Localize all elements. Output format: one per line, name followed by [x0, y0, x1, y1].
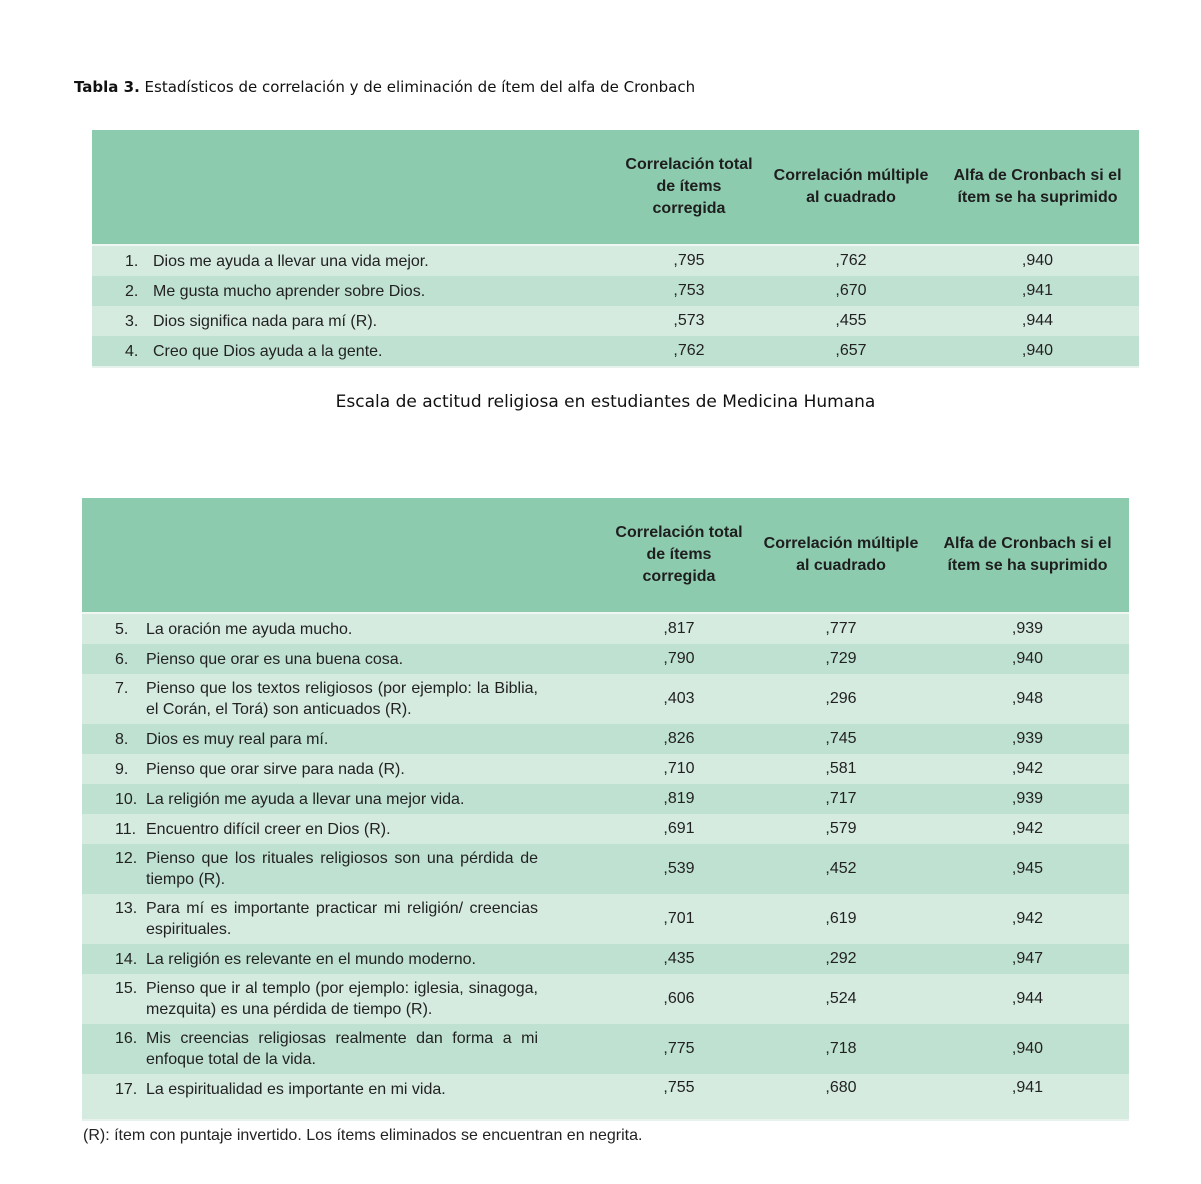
item-statistics-table-2 [82, 498, 1129, 1121]
item-cell [92, 336, 612, 367]
corrected-item-total-correlation: ,755 [602, 1074, 756, 1120]
running-title: Escala de actitud religiosa en estudiantes de Medicina Humana [335, 392, 876, 412]
item-cell [82, 754, 602, 784]
squared-multiple-correlation: ,455 [766, 306, 936, 336]
item-number: 4. [125, 342, 139, 360]
alpha-if-deleted: ,941 [936, 276, 1139, 306]
table-footnote: (R): ítem con puntaje invertido. Los ítems eliminados se encuentran en negrita. [83, 1127, 643, 1144]
table-row [82, 944, 1129, 974]
item-number: 14. [115, 950, 138, 968]
item-text: La religión me ayuda a llevar una mejor vida. [146, 790, 465, 808]
item-number: 13. [115, 900, 138, 917]
header-corrected-item-total-correlation: Correlación total de ítems corregida [612, 130, 766, 245]
item-text: La oración me ayuda mucho. [146, 620, 353, 638]
item-cell [82, 974, 602, 1024]
alpha-if-deleted: ,941 [926, 1074, 1129, 1120]
item-cell [92, 245, 612, 276]
table-row [82, 644, 1129, 674]
corrected-item-total-correlation: ,753 [612, 276, 766, 306]
item-number: 12. [115, 850, 138, 867]
alpha-if-deleted: ,948 [926, 674, 1129, 724]
corrected-item-total-correlation: ,710 [602, 754, 756, 784]
alpha-if-deleted: ,940 [936, 245, 1139, 276]
item-text: Pienso que los rituales religiosos son una pérdida de tiempo (R). [146, 850, 538, 888]
item-text: Dios significa nada para mí (R). [153, 312, 378, 330]
alpha-if-deleted: ,942 [926, 754, 1129, 784]
table-row [82, 894, 1129, 944]
corrected-item-total-correlation: ,691 [602, 814, 756, 844]
header-alpha-if-deleted: Alfa de Cronbach si el ítem se ha suprimido [936, 130, 1139, 245]
corrected-item-total-correlation: ,762 [612, 336, 766, 367]
squared-multiple-correlation: ,452 [756, 844, 926, 894]
alpha-if-deleted: ,939 [926, 613, 1129, 644]
item-cell [82, 674, 602, 724]
caption-text: Estadísticos de correlación y de eliminación de ítem del alfa de Cronbach [139, 78, 696, 96]
caption-label: Tabla 3. [74, 78, 140, 96]
item-cell [82, 724, 602, 754]
squared-multiple-correlation: ,717 [756, 784, 926, 814]
item-number: 11. [115, 820, 137, 838]
alpha-if-deleted: ,945 [926, 844, 1129, 894]
item-number: 10. [115, 790, 138, 808]
header-item [92, 130, 612, 245]
item-cell [82, 784, 602, 814]
table-row [92, 245, 1139, 276]
table-row [82, 974, 1129, 1024]
table-row [92, 336, 1139, 367]
item-cell [82, 613, 602, 644]
item-number: 1. [125, 252, 139, 270]
item-cell [82, 844, 602, 894]
corrected-item-total-correlation: ,435 [602, 944, 756, 974]
squared-multiple-correlation: ,680 [756, 1074, 926, 1120]
item-number: 5. [115, 620, 129, 638]
item-text: Me gusta mucho aprender sobre Dios. [153, 282, 426, 300]
header-corrected-item-total-correlation: Correlación total de ítems corregida [602, 498, 756, 613]
table-row [82, 1024, 1129, 1074]
squared-multiple-correlation: ,777 [756, 613, 926, 644]
corrected-item-total-correlation: ,790 [602, 644, 756, 674]
alpha-if-deleted: ,942 [926, 814, 1129, 844]
item-cell [82, 1024, 602, 1074]
item-number: 17. [115, 1081, 138, 1098]
item-cell [82, 644, 602, 674]
header-squared-multiple-correlation: Correlación múltiple al cuadrado [756, 498, 926, 613]
corrected-item-total-correlation: ,539 [602, 844, 756, 894]
item-cell [82, 1074, 602, 1120]
table-row [82, 784, 1129, 814]
item-number: 2. [125, 282, 139, 300]
alpha-if-deleted: ,940 [936, 336, 1139, 367]
table-row [82, 1074, 1129, 1120]
item-number: 7. [115, 680, 129, 697]
squared-multiple-correlation: ,296 [756, 674, 926, 724]
item-text: Pienso que ir al templo (por ejemplo: iglesia, sinagoga, mezquita) es una pérdida de tiempo (R). [146, 980, 538, 1018]
item-statistics-table-1 [92, 130, 1139, 368]
squared-multiple-correlation: ,581 [756, 754, 926, 784]
table-caption [74, 78, 695, 96]
alpha-if-deleted: ,939 [926, 784, 1129, 814]
item-text: La religión es relevante en el mundo moderno. [146, 950, 476, 968]
header-item [82, 498, 602, 613]
squared-multiple-correlation: ,729 [756, 644, 926, 674]
item-text: Encuentro difícil creer en Dios (R). [146, 820, 391, 838]
item-number: 8. [115, 730, 129, 748]
corrected-item-total-correlation: ,775 [602, 1024, 756, 1074]
alpha-if-deleted: ,944 [926, 974, 1129, 1024]
alpha-if-deleted: ,947 [926, 944, 1129, 974]
alpha-if-deleted: ,940 [926, 644, 1129, 674]
item-number: 16. [115, 1030, 138, 1047]
squared-multiple-correlation: ,579 [756, 814, 926, 844]
item-cell [82, 944, 602, 974]
table-row [82, 814, 1129, 844]
item-cell [82, 814, 602, 844]
squared-multiple-correlation: ,762 [766, 245, 936, 276]
alpha-if-deleted: ,939 [926, 724, 1129, 754]
alpha-if-deleted: ,942 [926, 894, 1129, 944]
item-text: Pienso que orar es una buena cosa. [146, 650, 404, 668]
squared-multiple-correlation: ,524 [756, 974, 926, 1024]
item-cell [92, 276, 612, 306]
squared-multiple-correlation: ,619 [756, 894, 926, 944]
corrected-item-total-correlation: ,819 [602, 784, 756, 814]
squared-multiple-correlation: ,657 [766, 336, 936, 367]
table-row [82, 724, 1129, 754]
squared-multiple-correlation: ,718 [756, 1024, 926, 1074]
item-text: La espiritualidad es importante en mi vida. [146, 1081, 446, 1098]
table-row [82, 674, 1129, 724]
table-row [92, 276, 1139, 306]
table-row [82, 613, 1129, 644]
item-number: 3. [125, 312, 139, 330]
squared-multiple-correlation: ,745 [756, 724, 926, 754]
header-squared-multiple-correlation: Correlación múltiple al cuadrado [766, 130, 936, 245]
corrected-item-total-correlation: ,606 [602, 974, 756, 1024]
item-text: Creo que Dios ayuda a la gente. [153, 342, 383, 360]
table-row [92, 306, 1139, 336]
item-text: Dios es muy real para mí. [146, 730, 329, 748]
corrected-item-total-correlation: ,795 [612, 245, 766, 276]
item-number: 15. [115, 980, 138, 997]
alpha-if-deleted: ,940 [926, 1024, 1129, 1074]
table-row [82, 844, 1129, 894]
corrected-item-total-correlation: ,826 [602, 724, 756, 754]
corrected-item-total-correlation: ,573 [612, 306, 766, 336]
table-header-row [82, 498, 1129, 613]
corrected-item-total-correlation: ,403 [602, 674, 756, 724]
header-alpha-if-deleted: Alfa de Cronbach si el ítem se ha suprimido [926, 498, 1129, 613]
table-header-row [92, 130, 1139, 245]
item-cell [92, 306, 612, 336]
item-text: Para mí es importante practicar mi religión/ creencias espirituales. [146, 900, 538, 938]
squared-multiple-correlation: ,670 [766, 276, 936, 306]
item-text: Dios me ayuda a llevar una vida mejor. [153, 252, 429, 270]
item-text: Pienso que orar sirve para nada (R). [146, 760, 405, 778]
item-cell [82, 894, 602, 944]
corrected-item-total-correlation: ,817 [602, 613, 756, 644]
squared-multiple-correlation: ,292 [756, 944, 926, 974]
alpha-if-deleted: ,944 [936, 306, 1139, 336]
item-text: Pienso que los textos religiosos (por ejemplo: la Biblia, el Corán, el Torá) son anticuados (R). [146, 680, 538, 718]
corrected-item-total-correlation: ,701 [602, 894, 756, 944]
table-row [82, 754, 1129, 784]
item-number: 6. [115, 650, 129, 668]
item-number: 9. [115, 760, 129, 778]
item-text: Mis creencias religiosas realmente dan forma a mi enfoque total de la vida. [146, 1030, 538, 1068]
